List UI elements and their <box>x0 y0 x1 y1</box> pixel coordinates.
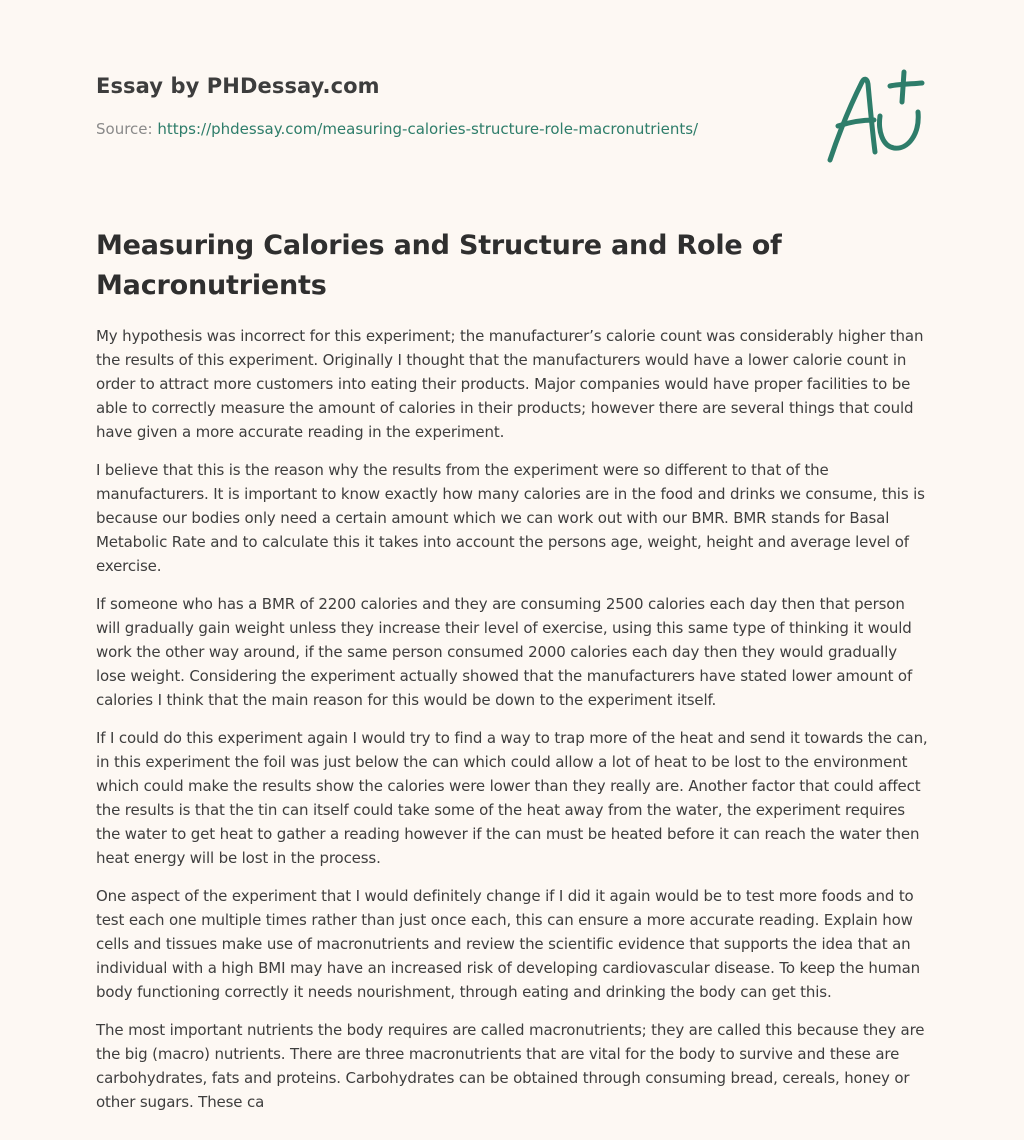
paragraph: One aspect of the experiment that I would definitely change if I did it again would be to test more foods and to test each one multiple times rather than just once each, this can ensure a more accurate reading. Explain how cells and tissues make use of macronutrients and review the scientific evidence that supports the idea that an individual with a high BMI may have an increased risk of developing cardiovascular disease. To keep the human body functioning correctly it needs nourishment, through eating and drinking the body can get this. <box>96 887 920 1001</box>
paragraph: If someone who has a BMR of 2200 calories and they are consuming 2500 calories each day then that person will gradually gain weight unless they increase their level of exercise, using this same type of thinking it would work the other way around, if the same person consumed 2000 calories each day then they would gradually lose weight. Considering the experiment actually showed that the manufacturers have stated lower amount of calories I think that the main reason for this would be down to the experiment itself. <box>96 595 913 709</box>
article-title: Measuring Calories and Structure and Role of Macronutrients <box>96 230 782 301</box>
paragraph: The most important nutrients the body requires are called macronutrients; they are called this because they are the big (macro) nutrients. There are three macronutrients that are vital for the body to survive and these are carbohydrates, fats and proteins. Carbohydrates can be obtained through consuming bread, cereals, honey or other sugars. These ca <box>96 1021 925 1111</box>
article-body <box>96 324 930 1128</box>
source-line <box>96 120 796 138</box>
paragraph: I believe that this is the reason why the results from the experiment were so different to that of the manufacturers. It is important to know exactly how many calories are in the food and drinks we consume, this is because our bodies only need a certain amount which we can work out with our BMR. BMR stands for Basal Metabolic Rate and to calculate this it takes into account the persons age, weight, height and average level of exercise. <box>96 461 925 575</box>
paragraph: My hypothesis was incorrect for this experiment; the manufacturer’s calorie count was considerably higher than the results of this experiment. Originally I thought that the manufacturers would have a lower calorie count in order to attract more customers into eating their products. Major companies would have proper facilities to be able to correctly measure the amount of calories in their products; however there are several things that could have given a more accurate reading in the experiment. <box>96 327 924 441</box>
page-header <box>96 74 796 138</box>
paragraph: If I could do this experiment again I would try to find a way to trap more of the heat and send it towards the can, in this experiment the foil was just below the can which could allow a lot of heat to be lost to the environment which could make the results show the calories were lower than they really are. Another factor that could affect the results is that the tin can itself could take some of the heat away from the water, the experiment requires the water to get heat to gather a reading however if the can must be heated before it can reach the water then heat energy will be lost in the process. <box>96 729 928 867</box>
source-label: Source: <box>96 120 153 138</box>
source-link[interactable]: https://phdessay.com/measuring-calories-structure-role-macronutrients/ <box>157 120 699 138</box>
a-plus-grade-logo <box>820 66 930 166</box>
site-title: Essay by PHDessay.com <box>96 74 380 98</box>
